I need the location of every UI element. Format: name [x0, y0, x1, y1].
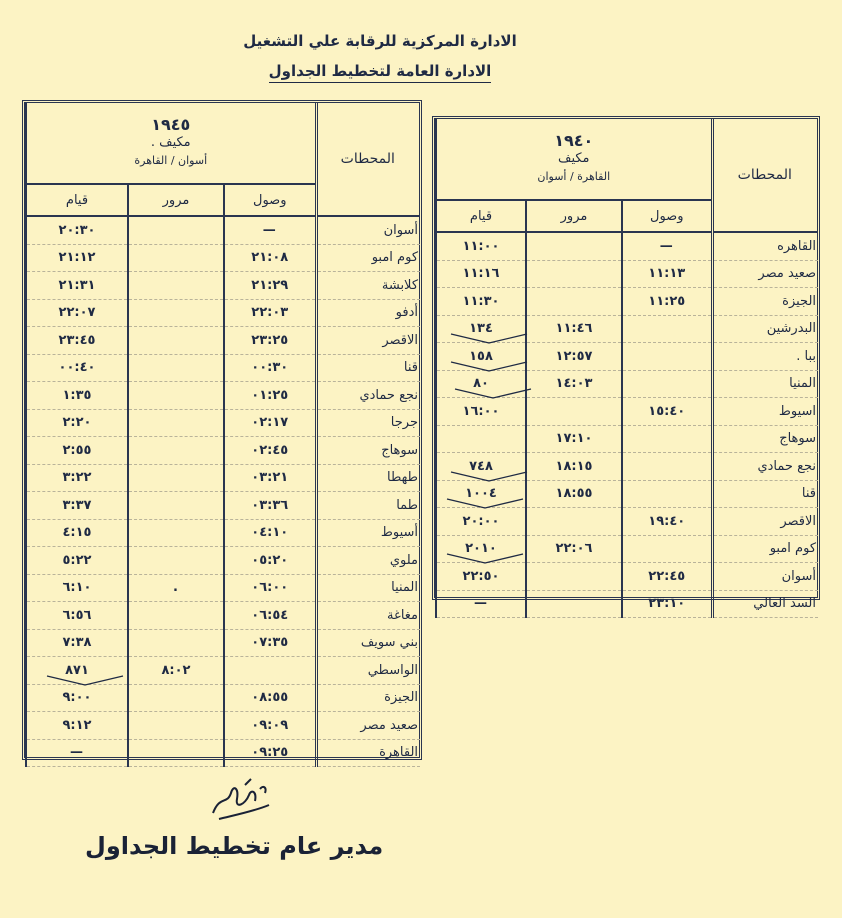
chevron-mark-icon	[449, 331, 529, 345]
depart-cell	[26, 547, 128, 575]
station-name: القاهرة	[316, 739, 420, 767]
depart-time: —	[474, 596, 488, 612]
pass-cell	[526, 480, 622, 508]
timetable-row	[26, 299, 420, 327]
depart-cell	[436, 535, 526, 563]
station-name: جرجا	[316, 409, 420, 437]
depart-time: ٢١:١٢	[58, 250, 96, 266]
station-name: المنيا	[316, 574, 420, 602]
depart-cell	[26, 712, 128, 740]
depart-cell	[26, 244, 128, 272]
arrive-cell	[224, 244, 316, 272]
arrive-cell	[224, 657, 316, 685]
pass-cell	[128, 244, 224, 272]
station-name: المنيا	[712, 370, 818, 398]
train-year: ١٩٤٠	[554, 131, 594, 150]
station-name: سوهاج	[712, 425, 818, 453]
pass-time: ١٢:٥٧	[555, 348, 593, 364]
depart-time: ٦:١٠	[62, 580, 92, 596]
col-pass-header: مرور	[526, 200, 622, 232]
arrive-time: ١٥:٤٠	[648, 403, 686, 419]
depart-time: ١١:١٦	[462, 266, 500, 282]
arrive-time: ١١:٢٥	[648, 293, 686, 309]
timetable-row	[436, 288, 818, 316]
station-name: كوم امبو	[712, 535, 818, 563]
depart-cell	[26, 409, 128, 437]
depart-cell	[26, 657, 128, 685]
timetable-row	[436, 535, 818, 563]
crossing-train-number: ٨٧١	[57, 663, 97, 678]
station-name: البدرشين	[712, 315, 818, 343]
depart-cell	[26, 272, 128, 300]
pass-time: ١٨:٥٥	[555, 486, 593, 502]
depart-time: ٢١:٣١	[58, 277, 96, 293]
depart-time: ٣:٢٢	[62, 470, 92, 486]
depart-cell	[436, 370, 526, 398]
timetable-row	[436, 232, 818, 260]
arrive-cell	[224, 216, 316, 244]
chevron-mark-icon	[45, 673, 125, 687]
station-name: نجع حمادي	[712, 453, 818, 481]
depart-cell	[436, 315, 526, 343]
arrive-time: ٠٩:٢٥	[251, 745, 289, 761]
timetable-row	[26, 244, 420, 272]
depart-cell	[436, 590, 526, 618]
arrive-time: ٢٢:٠٣	[251, 305, 289, 321]
station-name: قنا	[316, 354, 420, 382]
header-line-2-text: الادارة العامة لتخطيط الجداول	[269, 62, 492, 83]
timetable-1945	[22, 100, 422, 760]
arrive-cell	[224, 547, 316, 575]
station-name: القاهره	[712, 232, 818, 260]
arrive-cell	[622, 398, 712, 426]
depart-cell	[26, 354, 128, 382]
pass-cell	[526, 343, 622, 371]
arrive-cell	[224, 327, 316, 355]
timetable-row	[436, 315, 818, 343]
arrive-time: ٠٦:٥٤	[251, 607, 289, 623]
depart-cell	[436, 343, 526, 371]
arrive-cell	[622, 288, 712, 316]
depart-cell	[26, 327, 128, 355]
timetable-row	[26, 437, 420, 465]
arrive-time: ٠٣:٢١	[251, 470, 289, 486]
pass-cell	[128, 712, 224, 740]
depart-cell	[26, 602, 128, 630]
station-name: أسوان	[712, 563, 818, 591]
pass-time: ١٨:١٥	[555, 458, 593, 474]
arrive-time: ٠٣:٣٦	[251, 497, 289, 513]
arrive-cell	[224, 519, 316, 547]
header-line-1: الادارة المركزية للرقابة علي التشغيل	[243, 32, 517, 50]
depart-cell	[436, 260, 526, 288]
arrive-cell	[224, 602, 316, 630]
depart-time: ١٦:٠٠	[462, 403, 500, 419]
timetable-row	[436, 425, 818, 453]
depart-time: —	[70, 745, 84, 761]
timetable-row	[26, 712, 420, 740]
crossing-train-number: ٢٠١٠	[457, 541, 505, 556]
arrive-cell	[224, 382, 316, 410]
pass-cell	[128, 354, 224, 382]
depart-cell	[436, 398, 526, 426]
arrive-time: —	[262, 222, 277, 238]
pass-cell	[526, 453, 622, 481]
station-name: صعيد مصر	[712, 260, 818, 288]
depart-time: ٢٢:٠٧	[58, 305, 96, 321]
arrive-cell	[622, 563, 712, 591]
depart-cell	[26, 216, 128, 244]
station-name: الجيزة	[316, 684, 420, 712]
arrive-cell	[224, 574, 316, 602]
chevron-mark-icon	[453, 386, 533, 400]
pass-time: .	[173, 580, 179, 596]
station-name: صعيد مصر	[316, 712, 420, 740]
col-arrive-header: وصول	[622, 200, 712, 232]
depart-time: ١:٣٥	[62, 387, 92, 403]
arrive-cell	[622, 480, 712, 508]
depart-time: ١١:٣٠	[462, 293, 500, 309]
station-name: قنا	[712, 480, 818, 508]
director-title: مدير عام تخطيط الجداول	[85, 832, 384, 860]
arrive-time: ٠٢:٤٥	[251, 442, 289, 458]
timetable-row	[26, 657, 420, 685]
timetable-row	[26, 327, 420, 355]
arrive-time: ٠٧:٣٥	[251, 635, 289, 651]
arrive-time: ٢١:٠٨	[251, 250, 289, 266]
pass-cell	[128, 327, 224, 355]
arrive-time: ٢٢:٤٥	[648, 568, 686, 584]
arrive-time: ٠٨:٥٥	[251, 690, 289, 706]
arrive-time: ٢١:٢٩	[251, 277, 289, 293]
station-name: بني سويف	[316, 629, 420, 657]
pass-cell	[128, 684, 224, 712]
station-name: أسيوط	[316, 519, 420, 547]
arrive-time: ١٩:٤٠	[648, 513, 686, 529]
depart-time: ٠٠:٤٠	[58, 360, 96, 376]
arrive-cell	[622, 343, 712, 371]
pass-cell	[128, 574, 224, 602]
depart-cell	[26, 299, 128, 327]
station-name: نجع حمادي	[316, 382, 420, 410]
train-info	[26, 103, 316, 184]
chevron-mark-icon	[449, 359, 529, 373]
arrive-cell	[622, 370, 712, 398]
depart-cell	[436, 425, 526, 453]
depart-cell	[26, 464, 128, 492]
pass-cell	[128, 437, 224, 465]
depart-time: ٣:٣٧	[62, 497, 92, 513]
timetable-row	[26, 272, 420, 300]
pass-cell	[128, 519, 224, 547]
timetable-row	[436, 370, 818, 398]
crossing-train-number: ٨٠	[465, 376, 497, 391]
arrive-cell	[224, 629, 316, 657]
arrive-cell	[622, 535, 712, 563]
arrive-time: ٠٤:١٠	[251, 525, 289, 541]
arrive-cell	[224, 409, 316, 437]
train-route: القاهرة / أسوان	[537, 170, 611, 183]
arrive-cell	[224, 354, 316, 382]
train-type: مكيف .	[150, 135, 191, 150]
arrive-time: —	[659, 238, 674, 254]
pass-cell	[526, 370, 622, 398]
pass-time: ٢٢:٠٦	[555, 541, 593, 557]
pass-cell	[526, 508, 622, 536]
arrive-time: ٠٩:٠٩	[251, 717, 289, 733]
arrive-time: ٠٦:٠٠	[251, 580, 289, 596]
timetable-row	[436, 260, 818, 288]
station-name: الاقصر	[316, 327, 420, 355]
arrive-time: ٢٣:١٠	[648, 596, 686, 612]
station-name: اسيوط	[712, 398, 818, 426]
pass-cell	[526, 590, 622, 618]
station-name: طما	[316, 492, 420, 520]
arrive-time: ٠١:٢٥	[251, 387, 289, 403]
arrive-cell	[622, 315, 712, 343]
arrive-cell	[622, 590, 712, 618]
depart-time: ٥:٢٢	[62, 552, 92, 568]
pass-cell	[128, 739, 224, 767]
chevron-mark-icon	[449, 469, 529, 483]
pass-cell	[128, 409, 224, 437]
pass-cell	[526, 425, 622, 453]
timetable-row	[436, 590, 818, 618]
depart-cell	[436, 453, 526, 481]
arrive-cell	[622, 425, 712, 453]
arrive-time: ٠٢:١٧	[251, 415, 289, 431]
pass-cell	[526, 232, 622, 260]
pass-cell	[526, 288, 622, 316]
pass-cell	[128, 464, 224, 492]
station-name: مغاغة	[316, 602, 420, 630]
pass-cell	[526, 260, 622, 288]
header-line-2	[0, 62, 760, 80]
col-depart-header: قيام	[26, 184, 128, 216]
station-name: الجيزة	[712, 288, 818, 316]
depart-time: ٢٠:٠٠	[462, 513, 500, 529]
depart-time: ٢٣:٤٥	[58, 332, 96, 348]
train-info	[436, 119, 712, 200]
timetable-row	[26, 519, 420, 547]
stations-header: المحطات	[316, 103, 420, 216]
depart-cell	[436, 232, 526, 260]
crossing-train-number: ١٥٨	[461, 349, 501, 364]
pass-cell	[128, 382, 224, 410]
crossing-train-number: ١٠٠٤	[457, 486, 505, 501]
pass-cell	[128, 216, 224, 244]
depart-cell	[26, 382, 128, 410]
arrive-cell	[224, 684, 316, 712]
train-type: مكيف	[557, 151, 590, 166]
pass-cell	[128, 602, 224, 630]
depart-time: ٢:٢٠	[62, 415, 92, 431]
pass-time: ١٧:١٠	[555, 431, 593, 447]
timetable-row	[26, 354, 420, 382]
depart-cell	[26, 684, 128, 712]
pass-cell	[526, 315, 622, 343]
timetable-row	[26, 739, 420, 767]
arrive-time: ١١:١٣	[648, 266, 686, 282]
timetable-row	[436, 453, 818, 481]
arrive-cell	[622, 260, 712, 288]
timetable-row	[26, 382, 420, 410]
pass-cell	[526, 535, 622, 563]
pass-cell	[128, 657, 224, 685]
crossing-train-number: ١٣٤	[461, 321, 501, 336]
arrive-cell	[224, 464, 316, 492]
timetable-row	[26, 629, 420, 657]
signature	[205, 775, 275, 825]
station-name: طهطا	[316, 464, 420, 492]
arrive-cell	[224, 299, 316, 327]
depart-time: ٦:٥٦	[62, 607, 92, 623]
arrive-time: ٢٣:٢٥	[251, 332, 289, 348]
depart-time: ٩:٠٠	[62, 690, 92, 706]
train-route: أسوان / القاهرة	[134, 154, 208, 167]
depart-time: ٩:١٢	[62, 717, 92, 733]
pass-time: ١١:٤٦	[555, 321, 593, 337]
stations-header: المحطات	[712, 119, 818, 232]
depart-cell	[26, 492, 128, 520]
timetable-row	[26, 684, 420, 712]
pass-time: ١٤:٠٣	[555, 376, 593, 392]
depart-time: ٧:٣٨	[62, 635, 92, 651]
depart-time: ٤:١٥	[62, 525, 92, 541]
train-info-block	[437, 132, 711, 186]
depart-cell	[26, 574, 128, 602]
station-name: أدفو	[316, 299, 420, 327]
depart-cell	[26, 739, 128, 767]
pass-cell	[128, 272, 224, 300]
timetable-row	[26, 216, 420, 244]
pass-time: ٨:٠٢	[161, 662, 191, 678]
timetable-row	[26, 492, 420, 520]
timetable-row	[26, 602, 420, 630]
timetable-row	[26, 547, 420, 575]
station-name: الاقصر	[712, 508, 818, 536]
depart-cell	[436, 563, 526, 591]
depart-time: ٢:٥٥	[62, 442, 92, 458]
timetable-row	[436, 398, 818, 426]
timetable-row	[26, 464, 420, 492]
chevron-mark-icon	[445, 496, 525, 510]
station-name: السد العالي	[712, 590, 818, 618]
pass-cell	[526, 398, 622, 426]
station-name: كوم امبو	[316, 244, 420, 272]
timetable-row	[436, 563, 818, 591]
arrive-cell	[224, 739, 316, 767]
col-pass-header: مرور	[128, 184, 224, 216]
arrive-cell	[224, 272, 316, 300]
timetable-row	[26, 574, 420, 602]
depart-cell	[436, 480, 526, 508]
arrive-cell	[622, 453, 712, 481]
station-name: ببا .	[712, 343, 818, 371]
arrive-cell	[224, 712, 316, 740]
timetable-row	[436, 343, 818, 371]
station-name: سوهاج	[316, 437, 420, 465]
depart-time: ٢٢:٥٠	[462, 568, 500, 584]
pass-cell	[128, 492, 224, 520]
arrive-cell	[224, 437, 316, 465]
train-info-block	[27, 116, 315, 170]
train-year: ١٩٤٥	[151, 115, 191, 134]
depart-cell	[26, 629, 128, 657]
arrive-cell	[622, 508, 712, 536]
arrive-cell	[622, 232, 712, 260]
pass-cell	[128, 547, 224, 575]
timetable-row	[436, 508, 818, 536]
depart-time: ٢٠:٣٠	[58, 222, 96, 238]
arrive-cell	[224, 492, 316, 520]
col-depart-header: قيام	[436, 200, 526, 232]
arrive-time: ٠٠:٣٠	[251, 360, 289, 376]
depart-cell	[26, 519, 128, 547]
pass-cell	[128, 629, 224, 657]
pass-cell	[526, 563, 622, 591]
timetable-row	[436, 480, 818, 508]
arrive-time: ٠٥:٢٠	[251, 552, 289, 568]
depart-cell	[26, 437, 128, 465]
crossing-train-number: ٧٤٨	[461, 459, 501, 474]
station-name: ملوي	[316, 547, 420, 575]
station-name: الواسطي	[316, 657, 420, 685]
chevron-mark-icon	[445, 551, 525, 565]
timetable-1940	[432, 116, 820, 612]
station-name: كلابشة	[316, 272, 420, 300]
station-name: أسوان	[316, 216, 420, 244]
depart-cell	[436, 508, 526, 536]
col-arrive-header: وصول	[224, 184, 316, 216]
depart-cell	[436, 288, 526, 316]
pass-cell	[128, 299, 224, 327]
depart-time: ١١:٠٠	[462, 238, 500, 254]
timetable-row	[26, 409, 420, 437]
